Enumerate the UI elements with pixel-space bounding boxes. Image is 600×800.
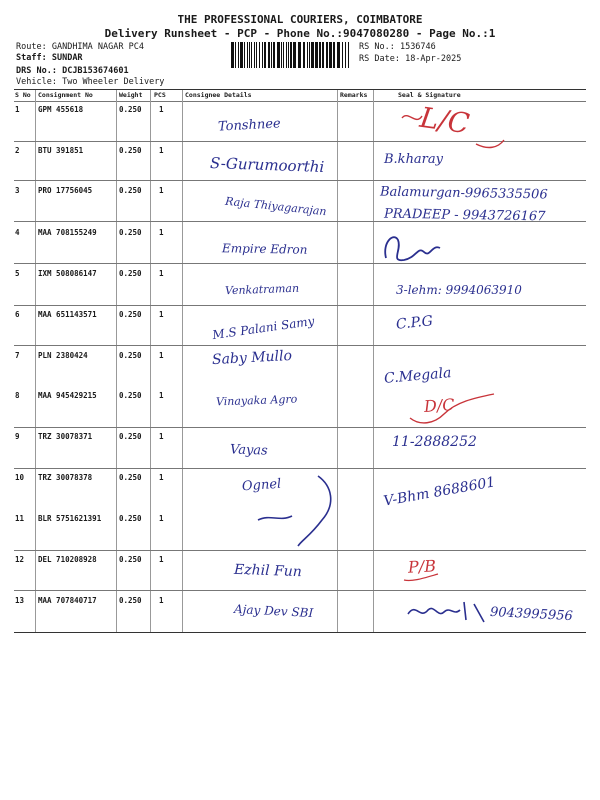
row-pcs: 1: [159, 105, 164, 114]
col-header-pcs: PCS: [154, 91, 166, 99]
row-weight: 0.250: [119, 269, 142, 278]
red-stamp-mark: L/C: [417, 100, 472, 141]
row-sno: 8: [15, 391, 20, 400]
header-bottom-rule: [14, 101, 586, 102]
row-pcs: 1: [159, 555, 164, 564]
handwritten-consignee: Ajay Dev SBI: [233, 601, 314, 621]
row-sno: 4: [15, 228, 20, 237]
rs-date-line: [359, 54, 461, 64]
handwritten-signature: V-Bhm 8688601: [382, 474, 497, 510]
row-pcs: 1: [159, 351, 164, 360]
row-rule: [14, 468, 586, 469]
col-header-consignee: Consignee Details: [185, 91, 252, 99]
handwritten-signature: B.kharay: [384, 152, 443, 167]
col-header-weight: Weight: [119, 91, 143, 99]
rs-no-line: [359, 42, 436, 52]
row-pcs: 1: [159, 186, 164, 195]
col-header-consignment: Consignment No: [38, 91, 93, 99]
table-bottom-rule: [14, 632, 586, 633]
row-weight: 0.250: [119, 228, 142, 237]
row-weight: 0.250: [119, 555, 142, 564]
red-scribble: [402, 560, 442, 584]
row-rule: [14, 180, 586, 181]
rs-no-value: 1536746: [399, 42, 436, 52]
row-sno: 3: [15, 186, 20, 195]
row-consignment-no: PRO 17756045: [38, 186, 93, 195]
handwritten-signature: 9043995956: [489, 604, 574, 625]
col-header-remarks: Remarks: [340, 91, 368, 99]
vehicle-label: Vehicle:: [16, 77, 57, 87]
row-consignment-no: BTU 391851: [38, 146, 84, 155]
row-weight: 0.250: [119, 351, 142, 360]
vehicle-value: Two Wheeler Delivery: [62, 77, 165, 87]
row-weight: 0.250: [119, 514, 142, 523]
row-consignment-no: MAA 707840717: [38, 596, 97, 605]
handwritten-consignee: Ezhil Fun: [233, 561, 303, 581]
row-rule: [14, 305, 586, 306]
row-rule: [14, 590, 586, 591]
route-line: [16, 42, 144, 52]
row-sno: 7: [15, 351, 20, 360]
row-pcs: 1: [159, 473, 164, 482]
row-sno: 6: [15, 310, 20, 319]
row-pcs: 1: [159, 146, 164, 155]
row-consignment-no: BLR 5751621391: [38, 514, 102, 523]
red-stamp-mark: D/C: [423, 394, 456, 417]
handwritten-consignee: M.S Palani Samy: [211, 313, 316, 343]
row-weight: 0.250: [119, 146, 142, 155]
handwritten-consignee: Ognel: [241, 476, 282, 495]
handwritten-signature: Balamurgan-9965335506: [379, 184, 548, 203]
staff-line: [16, 53, 83, 63]
row-consignment-no: PLN 2380424: [38, 351, 88, 360]
row-consignment-no: DEL 710208928: [38, 555, 97, 564]
col-header-signature: Seal & Signature: [398, 91, 461, 99]
rs-date-value: 18-Apr-2025: [405, 54, 462, 64]
rs-no-label: RS No.:: [359, 42, 395, 52]
red-scribble: [398, 104, 508, 154]
signature-scribble: [380, 222, 450, 272]
row-sno: 13: [15, 596, 25, 605]
handwritten-consignee: Tonshnee: [217, 116, 282, 135]
row-sno: 2: [15, 146, 20, 155]
signature-scribble: [404, 598, 484, 626]
row-pcs: 1: [159, 514, 164, 523]
handwritten-scribble: [240, 470, 340, 550]
runsheet-subtitle: Delivery Runsheet - PCP - Phone No.:9047080280 - Page No.:1: [104, 27, 496, 40]
row-weight: 0.250: [119, 310, 142, 319]
row-weight: 0.250: [119, 473, 142, 482]
handwritten-consignee: Vinayaka Agro: [215, 392, 298, 409]
handwritten-consignee: S-Gurumoorthi: [209, 154, 325, 176]
row-sno: 1: [15, 105, 20, 114]
row-consignment-no: TRZ 30078378: [38, 473, 93, 482]
vehicle-line: [16, 77, 164, 87]
staff-value: SUNDAR: [51, 53, 83, 63]
row-sno: 11: [15, 514, 25, 523]
drs-value: DCJB153674601: [62, 66, 129, 76]
row-rule: [14, 550, 586, 551]
handwritten-signature: 3-lehm: 9994063910: [396, 283, 522, 297]
row-consignment-no: MAA 651143571: [38, 310, 97, 319]
row-pcs: 1: [159, 391, 164, 400]
row-weight: 0.250: [119, 186, 142, 195]
row-pcs: 1: [159, 269, 164, 278]
row-weight: 0.250: [119, 432, 142, 441]
row-consignment-no: MAA 708155249: [38, 228, 97, 237]
row-consignment-no: IXM 508086147: [38, 269, 97, 278]
handwritten-consignee: Venkatraman: [224, 281, 300, 298]
row-pcs: 1: [159, 596, 164, 605]
table-top-rule: [14, 89, 586, 90]
company-title: THE PROFESSIONAL COURIERS, COIMBATORE: [177, 13, 423, 26]
rs-date-label: RS Date:: [359, 54, 400, 64]
barcode-image: [230, 42, 352, 68]
row-sno: 5: [15, 269, 20, 278]
row-consignment-no: MAA 945429215: [38, 391, 97, 400]
row-weight: 0.250: [119, 596, 142, 605]
row-sno: 9: [15, 432, 20, 441]
row-rule: [14, 263, 586, 264]
handwritten-consignee: Saby Mullo: [211, 347, 293, 369]
row-rule: [14, 345, 586, 346]
row-sno: 10: [15, 473, 25, 482]
handwritten-signature: C.P.G: [395, 313, 434, 333]
red-scribble: [404, 390, 504, 430]
route-label: Route:: [16, 42, 47, 52]
drs-label: DRS No.:: [16, 66, 57, 76]
handwritten-consignee: Raja Thiyagarajan: [224, 194, 328, 219]
red-stamp-mark: P/B: [407, 556, 437, 577]
handwritten-signature: PRADEEP - 9943726167: [383, 206, 546, 225]
handwritten-signature: 11-2888252: [392, 434, 477, 450]
row-consignment-no: GPM 455618: [38, 105, 84, 114]
drs-line: [16, 66, 129, 76]
row-weight: 0.250: [119, 391, 142, 400]
handwritten-consignee: Empire Edron: [221, 241, 308, 257]
staff-label: Staff:: [16, 53, 47, 63]
route-value: GANDHIMA NAGAR PC4: [51, 42, 144, 52]
row-pcs: 1: [159, 310, 164, 319]
row-sno: 12: [15, 555, 25, 564]
row-pcs: 1: [159, 228, 164, 237]
handwritten-consignee: Vayas: [229, 442, 268, 459]
handwritten-signature: C.Megala: [383, 365, 452, 387]
row-pcs: 1: [159, 432, 164, 441]
row-weight: 0.250: [119, 105, 142, 114]
row-consignment-no: TRZ 30078371: [38, 432, 93, 441]
col-header-sno: S No: [15, 91, 31, 99]
